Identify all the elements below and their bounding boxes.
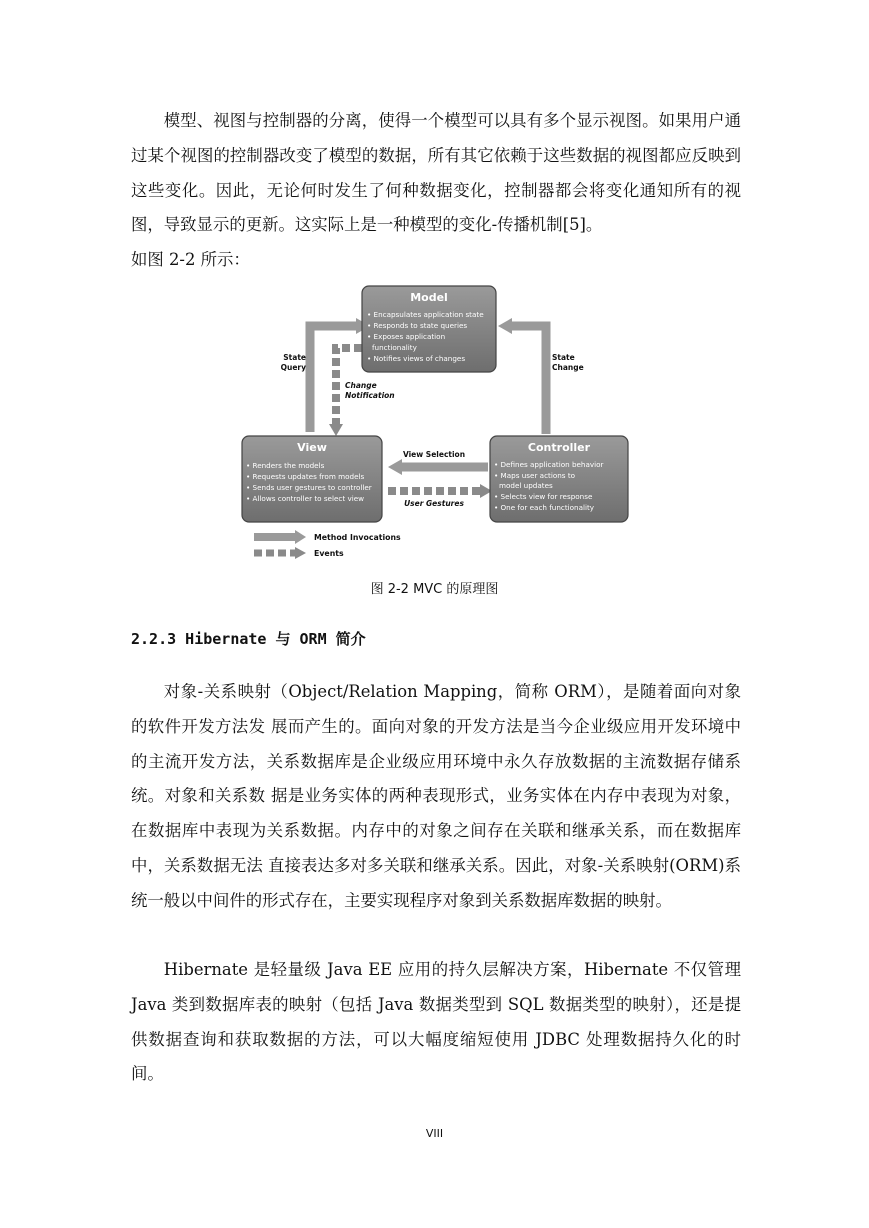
state-change-label: Change <box>552 363 584 372</box>
legend-events-arrowhead <box>295 547 306 559</box>
controller-box <box>490 436 628 522</box>
controller-bullet: • Defines application behavior <box>494 460 604 469</box>
controller-bullet: • Selects view for response <box>494 492 593 501</box>
view-title: View <box>297 441 327 454</box>
paragraph-figure-reference: 如图 2-2 所示： <box>131 250 250 269</box>
change-notification-label: Change <box>345 381 377 390</box>
change-notification-arrowhead <box>329 424 343 436</box>
change-notification-label: Notification <box>345 391 395 400</box>
legend-method-label: Method Invocations <box>314 533 401 542</box>
model-bullet: • Notifies views of changes <box>367 354 466 363</box>
paragraph-mvc-separation: 模型、视图与控制器的分离，使得一个模型可以具有多个显示视图。如果用户通过某个视图的控制器改变了模型的数据，所有其它依赖于这些数据的视图都应反映到 这些变化。因此，无论何时发生了何种数据变化，控制器都会将变化通知所有的视图，导致显示的更新。这实际上是一种模型的变化-传播机制[5]。 <box>131 111 741 235</box>
model-bullet: functionality <box>372 343 417 352</box>
view-selection-arrowhead <box>388 459 402 475</box>
paragraph-hibernate: Hibernate 是轻量级 Java EE 应用的持久层解决方案，Hibernate 不仅管理 Java 类到数据库表的映射（包括 Java 数据类型到 SQL 数据类型的映射），还是提供数据查询和获取数据的方法，可以大幅度缩短使用 JDBC 处理数据持久化的时间。 <box>131 960 741 1084</box>
model-bullet: • Responds to state queries <box>367 321 468 330</box>
view-bullet: • Sends user gestures to controller <box>246 483 372 492</box>
model-title: Model <box>410 291 448 304</box>
controller-bullet: • Maps user actions to <box>494 471 576 480</box>
legend-method-arrowhead <box>295 530 306 544</box>
model-bullet: • Exposes application <box>367 332 446 341</box>
view-bullet: • Allows controller to select view <box>246 494 365 503</box>
view-bullet: • Renders the models <box>246 461 325 470</box>
view-selection-label: View Selection <box>402 450 466 459</box>
mvc-diagram-svg <box>240 284 632 562</box>
state-change-arrow <box>510 326 546 434</box>
state-query-label: Query <box>280 363 306 372</box>
state-change-arrowhead <box>498 318 512 334</box>
state-query-label: State <box>283 353 306 362</box>
model-bullet: • Encapsulates application state <box>367 310 484 319</box>
controller-title: Controller <box>527 441 591 454</box>
figure-caption: 图 2-2 MVC 的原理图 <box>370 582 499 597</box>
legend <box>254 530 401 559</box>
controller-bullet: model updates <box>499 481 553 490</box>
mvc-diagram <box>240 284 632 562</box>
controller-bullet: • One for each functionality <box>494 503 595 512</box>
legend-events-label: Events <box>314 549 344 558</box>
user-gestures-label: User Gestures <box>404 499 464 508</box>
paragraph-orm: 对象-关系映射（Object/Relation Mapping，简称 ORM），是随着面向对象的软件开发方法发 展而产生的。面向对象的开发方法是当今企业级应用开发环境中的主流开发方法，关系数据库是企业级应用环境中永久存放数据的主流数据存储系统。对象和关系数 据是业务实体的两种表现形式，业务实体在内存中表现为对象，在数据库中表现为关系数据。内存中的对象之间存在关联和继承关系，而在数据库中，关系数据无法 直接表达多对多关联和继承关系。因此，对象-关系映射(ORM)系统一般以中间件的形式存在，主要实现程序对象到关系数据库数据的映射。 <box>131 682 741 910</box>
view-bullet: • Requests updates from models <box>246 472 365 481</box>
page-number: VIII <box>425 1127 444 1140</box>
section-heading: 2.2.3 Hibernate 与 ORM 简介 <box>131 630 366 648</box>
state-change-label: State <box>552 353 575 362</box>
model-box <box>362 286 496 372</box>
state-query-arrow <box>310 326 358 432</box>
view-box <box>242 436 382 522</box>
